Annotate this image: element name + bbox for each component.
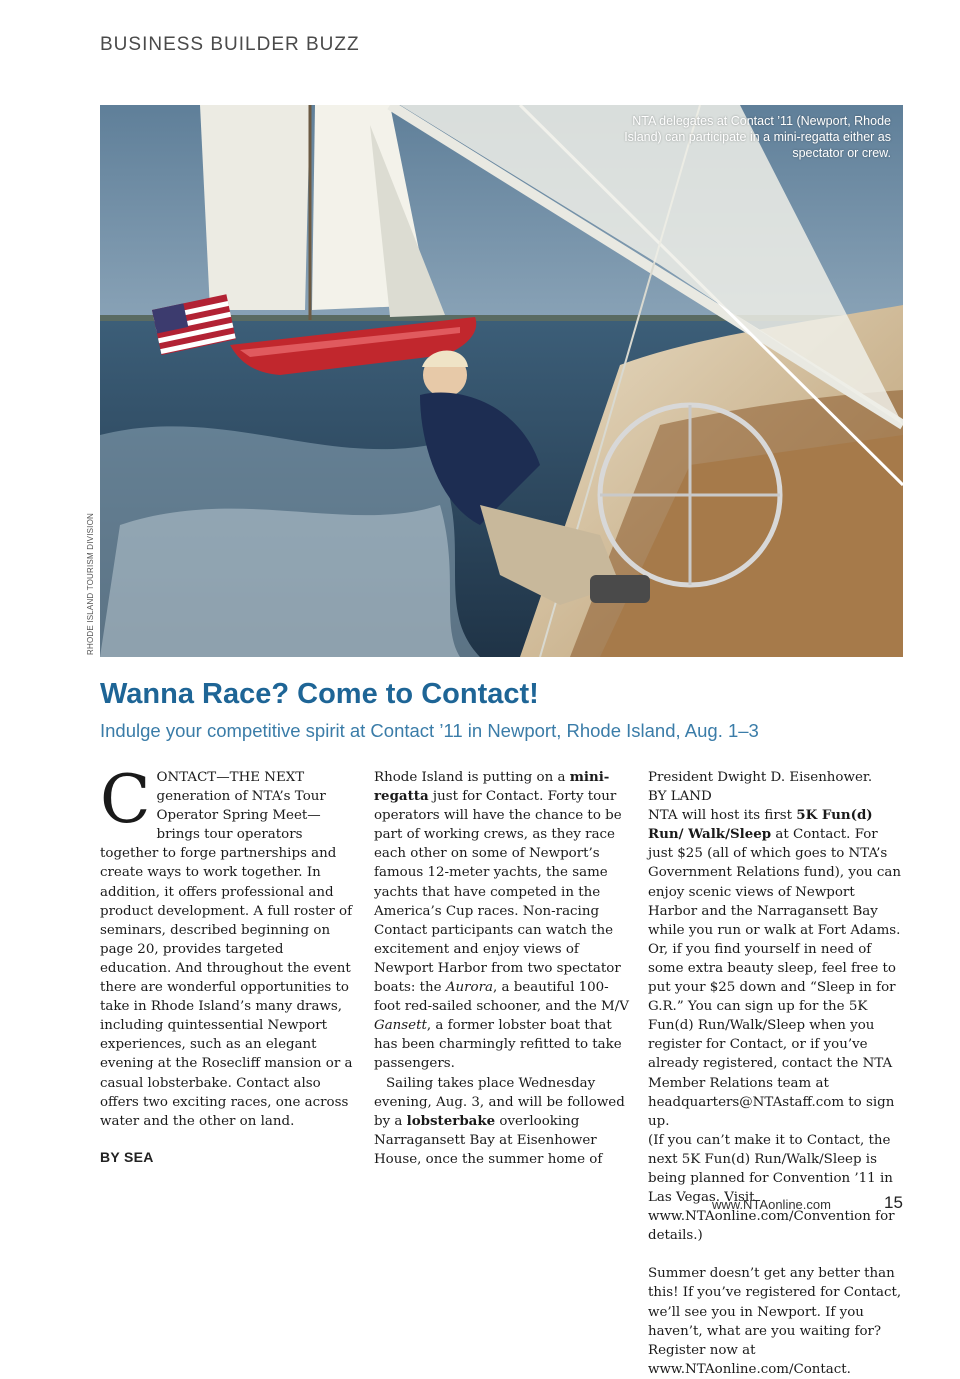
by-land-paragraph-continued	[648, 806, 904, 1131]
intro-text: generation of NTA’s Tour Operator Spring Meet—brings tour operators together to forge partnerships and create ways to work together. In addition, it offers professional and product development. A full roster of seminars, described beginning on page 20, provides targeted education. And throughout the event there are wonderful opportunities to take in Rhode Island’s many draws, including quintessential Newport experiences, such as an elegant evening at the Rosecliff mansion or a casual lobsterbake. Contact also offers two exciting races, one across water and the other on land.	[100, 789, 353, 1129]
intro-small-caps: ONTACT—THE NEXT	[156, 770, 305, 785]
section-heading-by-land-continued	[648, 787, 904, 806]
text-column-2	[374, 768, 630, 1169]
footer-url: www.NTAonline.com	[712, 1197, 831, 1212]
by-sea-text: , a beautiful 100-foot red-sailed schooner, and the M/V	[374, 980, 629, 1015]
section-heading-by-sea: BY SEA	[100, 1148, 154, 1165]
closing-paragraph: Summer doesn’t get any better than this! If you’ve registered for Contact, we’ll see you in Newport. If you haven’t, what are you waiting for? Register now at www.NTAonline.com/Contact.	[648, 1266, 902, 1377]
page-number: 15	[884, 1193, 903, 1212]
sailing-paragraph-continued	[648, 768, 904, 787]
lobsterbake-term: lobsterbake	[406, 1112, 496, 1129]
sailing-scene-illustration	[100, 105, 903, 657]
sailing-text: President Dwight D. Eisenhower.	[648, 770, 873, 785]
article-title: Wanna Race? Come to Contact!	[100, 678, 539, 710]
by-land-text: at Contact. For just $25 (all of which goes to NTA’s Government Relations fund), you can enjoy scenic views of Newport Harbor and the Narragansett Bay while you run or walk at Fort Adams. Or, if you find yourself in need of some extra beauty sleep, feel free to put your $25 down and “Sleep in for G.R.” You can sign up for the 5K Fun(d) Run/Walk/Sleep when you register for Contact, or if you’ve already registered, contact the NTA Member Relations team at headquarters@NTAstaff.com to sign up.	[648, 827, 902, 1129]
text-column-3	[648, 768, 904, 1379]
intro-paragraph	[100, 761, 356, 1131]
by-land-text: NTA will host its first	[648, 808, 797, 824]
convention-paragraph: (If you can’t make it to Contact, the next 5K Fun(d) Run/Walk/Sleep is being planned for Convention ’11 in Las Vegas. Visit www.NTAonline.com/Convention for details.)	[648, 1132, 895, 1244]
sailing-paragraph	[374, 1074, 630, 1169]
by-sea-text: just for Contact. Forty tour operators will have the chance to be part of working crews, as they race each other on some of Newport’s famous 12-meter yachts, the same yachts that have competed in the America’s Cup races. Non-racing Contact participants can watch the excitement and enjoy views of Newport Harbor from two spectator boats: the	[374, 789, 622, 996]
fun-run-term: 5K Fun(d) Run/ Walk/Sleep	[648, 807, 873, 843]
text-column-1	[100, 761, 356, 1168]
photo-caption: NTA delegates at Contact ’11 (Newport, Rhode Island) can participate in a mini-regatta either as spectator or crew.	[624, 114, 891, 160]
mini-regatta-term: mini-regatta	[374, 769, 610, 805]
boat-name-gansett: Gansett	[374, 1018, 427, 1034]
section-heading-by-land: BY LAND	[648, 789, 712, 805]
by-sea-paragraph-continued	[374, 768, 630, 1074]
article-subtitle: Indulge your competitive spirit at Contact ’11 in Newport, Rhode Island, Aug. 1–3	[100, 720, 759, 741]
boat-name-aurora: Aurora	[445, 980, 493, 996]
photo-credit: RHODE ISLAND TOURISM DIVISION	[86, 513, 95, 655]
by-sea-text: Rhode Island is putting on a	[374, 770, 570, 785]
sailing-text: overlooking Narragansett Bay at Eisenhower House, once the summer home of	[374, 1113, 603, 1167]
sailing-photo	[100, 105, 903, 657]
by-sea-text: , a former lobster boat that has been charmingly refitted to take passengers.	[374, 1018, 622, 1072]
closing-paragraph-continued	[648, 1264, 904, 1379]
sailing-text: Sailing takes place Wednesday evening, Aug. 3, and will be followed by a	[374, 1075, 625, 1129]
drop-cap: C	[100, 761, 151, 838]
convention-paragraph-continued	[648, 1131, 904, 1246]
section-label: BUSINESS BUILDER BUZZ	[100, 34, 360, 55]
